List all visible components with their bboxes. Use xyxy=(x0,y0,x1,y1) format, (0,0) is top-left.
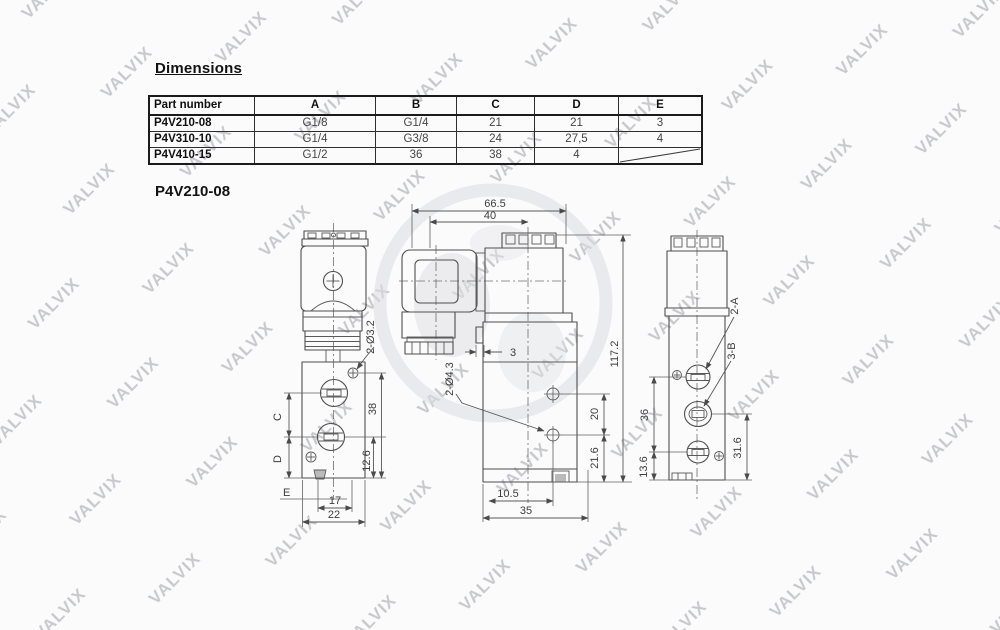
col-header-d: D xyxy=(535,96,619,115)
cell-b: G3/8 xyxy=(376,132,457,148)
cell-part: P4V410-15 xyxy=(149,148,255,165)
dim-3: 3 xyxy=(510,347,517,359)
dim-35: 35 xyxy=(519,505,533,517)
cell-c: 21 xyxy=(457,115,535,132)
dim-c: C xyxy=(272,413,284,421)
dim-40: 40 xyxy=(483,210,497,222)
back-view xyxy=(638,230,752,500)
dim-36: 36 xyxy=(639,408,651,422)
page-title: Dimensions xyxy=(155,60,243,77)
cell-b: 36 xyxy=(376,148,457,165)
col-header-e: E xyxy=(619,96,703,115)
cell-a: G1/2 xyxy=(255,148,376,165)
side-view xyxy=(399,198,632,522)
dim-20: 20 xyxy=(589,407,601,421)
front-view xyxy=(272,223,386,527)
cell-a: G1/8 xyxy=(255,115,376,132)
cell-c: 38 xyxy=(457,148,535,165)
cell-c: 24 xyxy=(457,132,535,148)
cell-b: G1/4 xyxy=(376,115,457,132)
dim-d: D xyxy=(272,455,284,463)
dim-66-5: 66.5 xyxy=(484,198,506,210)
cell-part: P4V210-08 xyxy=(149,115,255,132)
cell-a: G1/4 xyxy=(255,132,376,148)
col-header-part-number: Part number xyxy=(149,96,255,115)
dim-e: E xyxy=(283,487,291,499)
cell-d: 27,5 xyxy=(535,132,619,148)
dim-21-6: 21.6 xyxy=(589,447,601,469)
dim-31-6: 31.6 xyxy=(732,437,744,459)
col-header-c: C xyxy=(457,96,535,115)
dim-38: 38 xyxy=(367,402,379,416)
cell-d: 21 xyxy=(535,115,619,132)
col-header-a: A xyxy=(255,96,376,115)
label-3-b: 3-B xyxy=(726,342,738,360)
dim-2xd3-2: 2-Ø3.2 xyxy=(365,320,377,354)
dim-17: 17 xyxy=(328,495,342,507)
cell-d: 4 xyxy=(535,148,619,165)
cell-e: 3 xyxy=(619,115,703,132)
dim-22: 22 xyxy=(327,509,341,521)
label-2-a: 2-A xyxy=(729,297,741,315)
col-header-b: B xyxy=(376,96,457,115)
cell-part: P4V310-10 xyxy=(149,132,255,148)
dim-10-5: 10.5 xyxy=(497,488,519,500)
dim-2xd4-3: 2-Ø4.3 xyxy=(444,362,456,396)
cell-e: 4 xyxy=(619,132,703,148)
dim-12-6: 12.6 xyxy=(361,450,373,472)
dim-13-6: 13.6 xyxy=(638,456,650,478)
dim-117-2: 117.2 xyxy=(609,340,621,368)
part-number-heading: P4V210-08 xyxy=(155,183,231,200)
